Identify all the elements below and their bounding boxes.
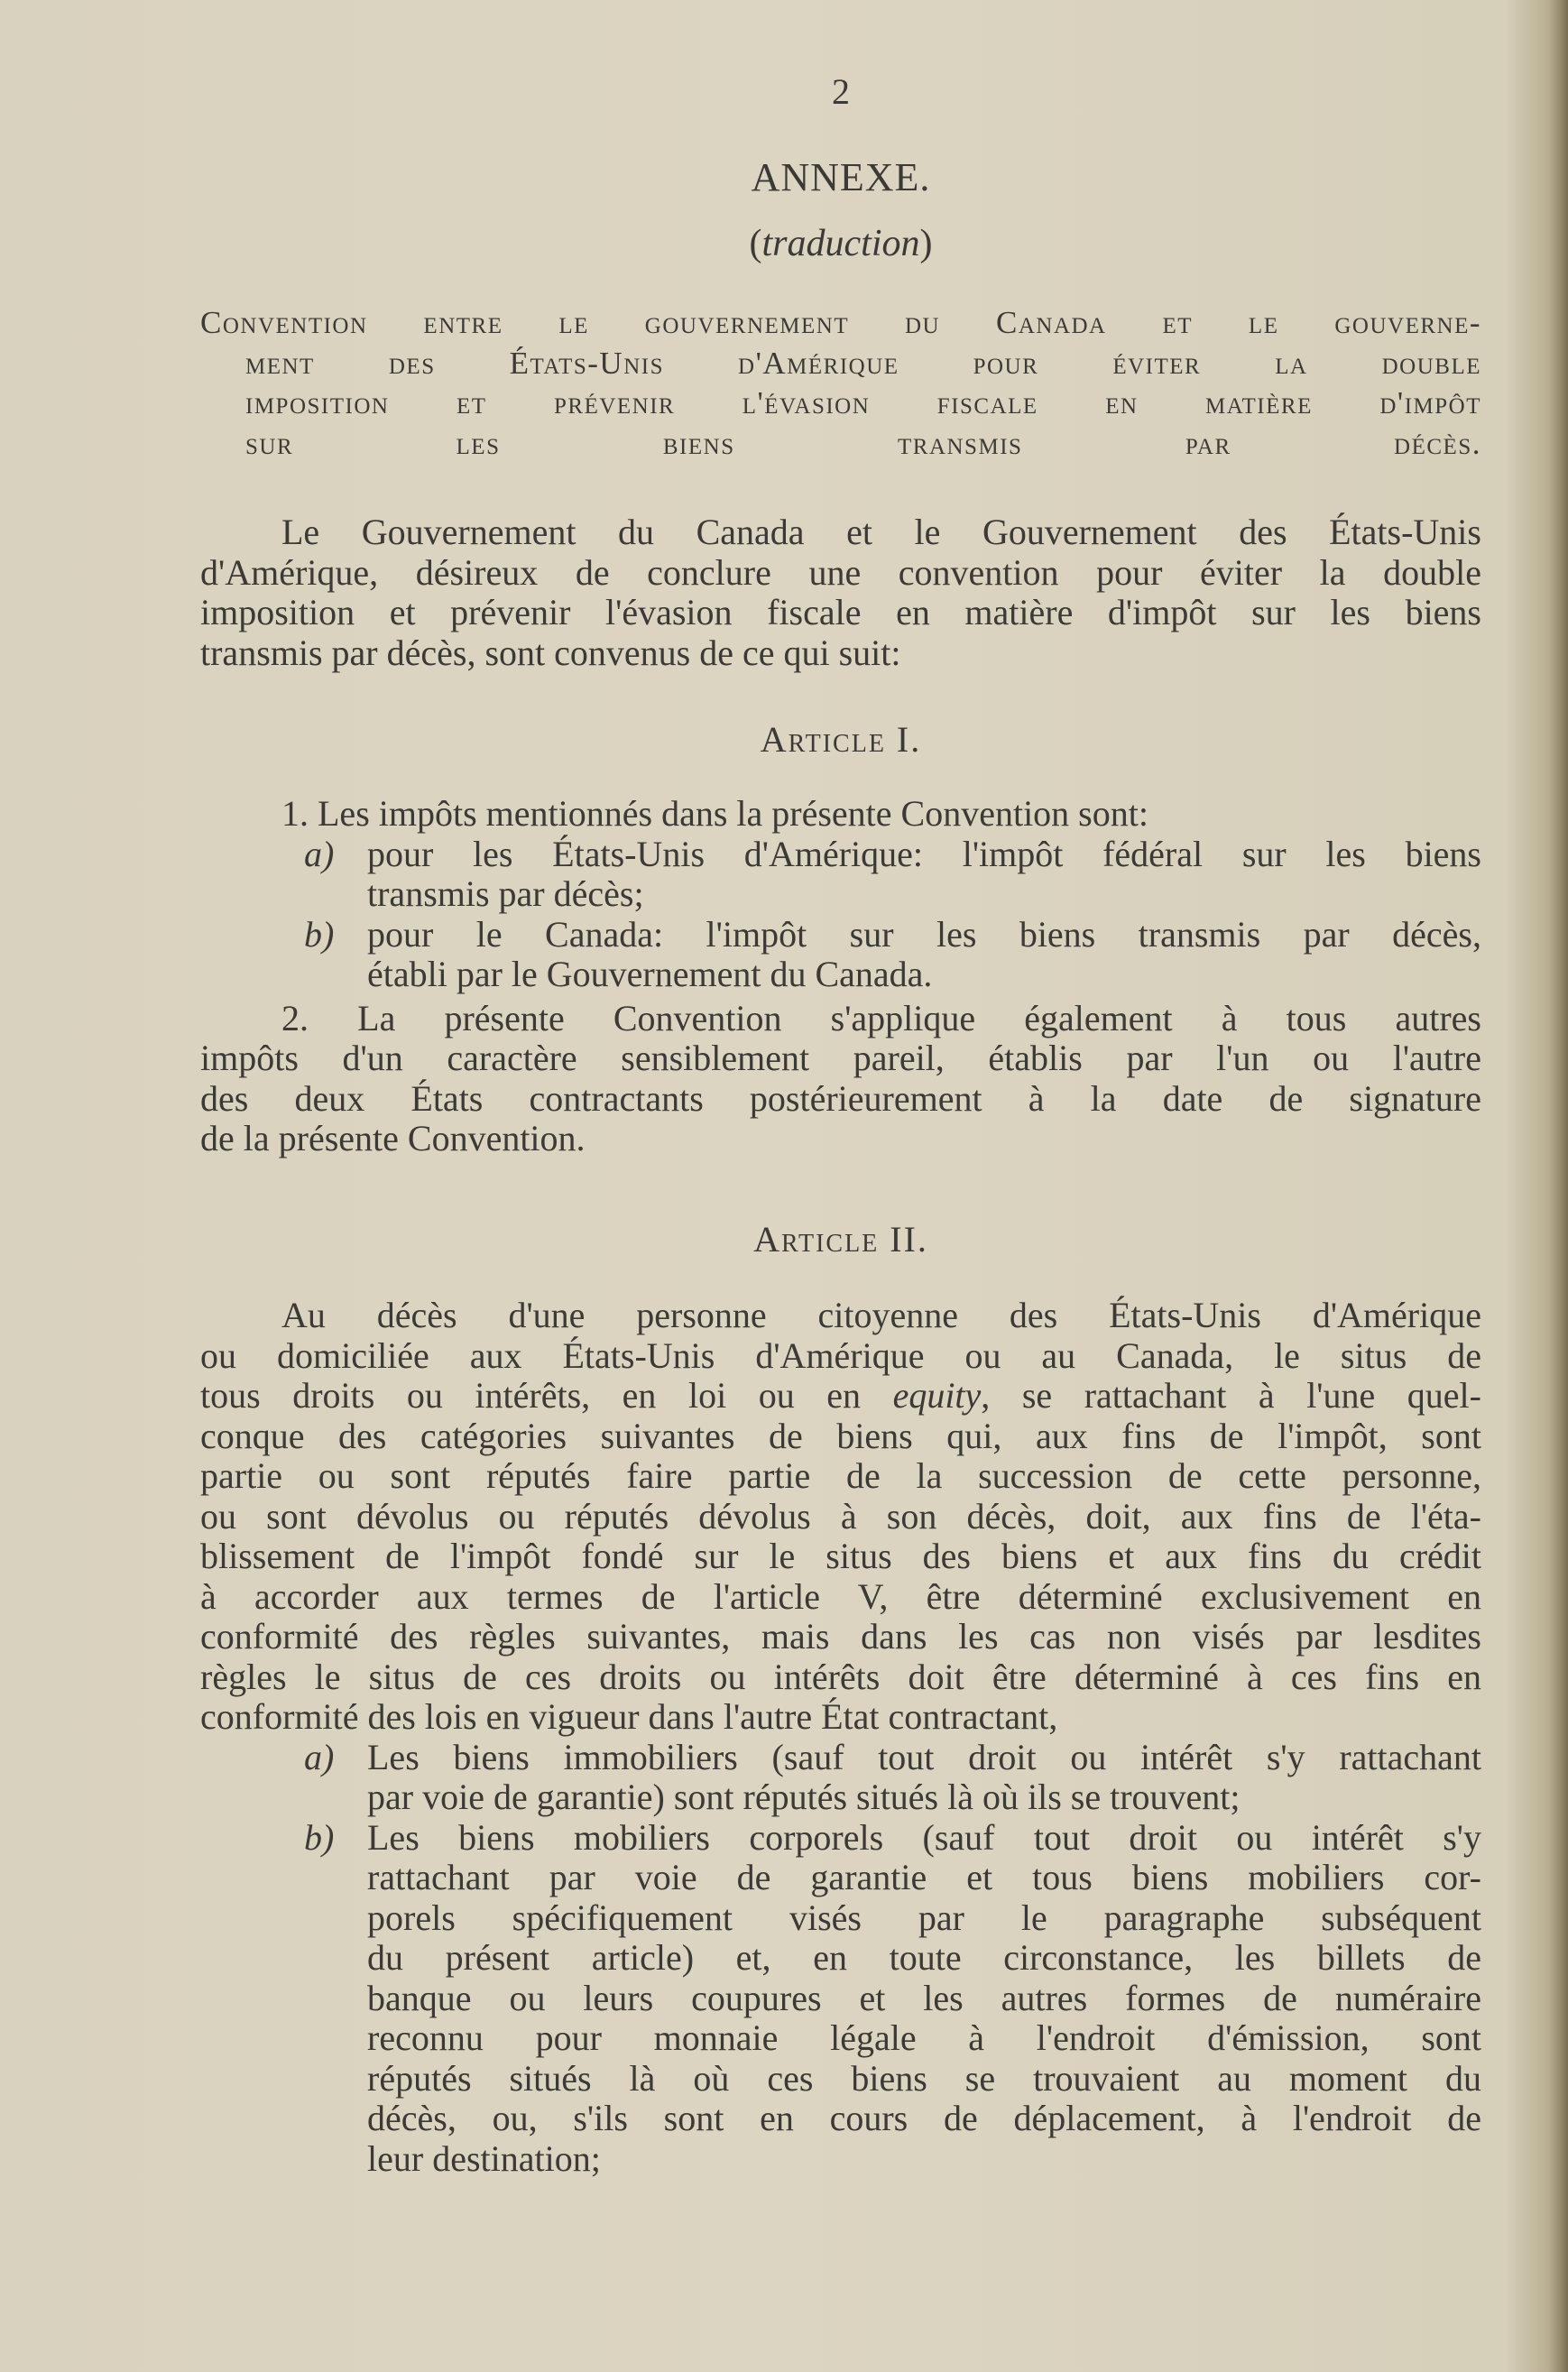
- article-2-line-equity: [200, 1376, 1481, 1417]
- convention-line: Convention entre le gouvernement du Canada et le gouverne-: [200, 305, 1481, 340]
- article-1-body: [200, 794, 1481, 1159]
- item-line: rattachant par voie de garantie et tous biens mobiliers cor-: [367, 1857, 1481, 1897]
- paragraph-line: de la présente Convention.: [200, 1118, 586, 1158]
- traduction-text: traduction: [761, 223, 920, 264]
- text-segment: tous droits ou intérêts, en loi ou en: [200, 1375, 893, 1416]
- article-2-body: [200, 1296, 1481, 2179]
- paragraph-line: 2. La présente Convention s'applique également à tous autres: [281, 997, 1481, 1038]
- article-1-title: Article I.: [760, 719, 922, 760]
- convention-title: [200, 303, 1481, 464]
- article-1-paragraph-1-intro: 1. Les impôts mentionnés dans la présente Convention sont:: [281, 793, 1148, 834]
- article-2-line: à accorder aux termes de l'article V, être déterminé exclusivement en: [200, 1575, 1481, 1617]
- article-1-paragraph-2: [200, 999, 1481, 1159]
- convention-line: imposition et prévenir l'évasion fiscale en matière d'impôt: [245, 385, 1481, 420]
- article-2-line: conformité des règles suivantes, mais dans les cas non visés par lesdites: [200, 1616, 1481, 1657]
- equity-term: equity: [892, 1375, 982, 1416]
- article-2-item-b: [200, 1818, 1481, 2180]
- article-2-line: blissement de l'impôt fondé sur le situs des biens et aux fins du crédit: [200, 1536, 1481, 1576]
- item-line: du présent article) et, en toute circonstance, les billets de: [367, 1937, 1481, 1978]
- item-line: reconnu pour monnaie légale à l'endroit d'émission, sont: [367, 2017, 1481, 2058]
- article-2-line: conque des catégories suivantes de biens qui, aux fins de l'impôt, sont: [200, 1415, 1481, 1456]
- convention-line: ment des États-Unis d'Amérique pour éviter la double: [245, 345, 1481, 381]
- item-line: pour le Canada: l'impôt sur les biens transmis par décès,: [367, 913, 1481, 955]
- item-line: pour les États-Unis d'Amérique: l'impôt fédéral sur les biens: [367, 833, 1481, 874]
- item-label: a): [304, 1736, 335, 1777]
- item-line: transmis par décès;: [367, 873, 644, 914]
- text-segment: , se rattachant à l'une quel-: [981, 1375, 1481, 1416]
- preamble-line: Le Gouvernement du Canada et le Gouvernement des États-Unis: [281, 512, 1481, 552]
- item-line: décès, ou, s'ils sont en cours de déplacement, à l'endroit de: [367, 2098, 1481, 2138]
- preamble-line: imposition et prévenir l'évasion fiscale en matière d'impôt sur les biens: [200, 592, 1481, 632]
- preamble-line: d'Amérique, désireux de conclure une convention pour éviter la double: [200, 551, 1481, 593]
- item-line: établi par le Gouvernement du Canada.: [367, 954, 933, 994]
- article-2-item-a: [200, 1738, 1481, 1818]
- page-edge-shadow: [1548, 0, 1568, 2372]
- article-2-line: conformité des lois en vigueur dans l'autre État contractant,: [200, 1696, 1058, 1737]
- item-label: a): [304, 833, 335, 874]
- article-2-line: règles le situs de ces droits ou intérêts doit être déterminé à ces fins en: [200, 1656, 1481, 1697]
- item-line: Les biens immobiliers (sauf tout droit ou intérêt s'y rattachant: [367, 1736, 1481, 1777]
- item-label: b): [304, 1816, 335, 1858]
- article-2-line: ou sont dévolus ou réputés dévolus à son décès, doit, aux fins de l'éta-: [200, 1495, 1481, 1537]
- preamble-line: transmis par décès, sont convenus de ce qui suit:: [200, 632, 901, 673]
- page-number: 2: [832, 71, 850, 112]
- paragraph-line: impôts d'un caractère sensiblement pareil, établis par l'un ou l'autre: [200, 1038, 1481, 1078]
- paragraph-line: des deux États contractants postérieurement à la date de signature: [200, 1077, 1481, 1119]
- item-line: par voie de garantie) sont réputés situés là où ils se trouvent;: [367, 1777, 1241, 1817]
- article-2-title: Article II.: [753, 1219, 928, 1260]
- item-line: leur destination;: [367, 2137, 601, 2179]
- convention-line: sur les biens transmis par décès.: [245, 425, 1481, 461]
- item-label: b): [304, 913, 335, 955]
- item-line: banque ou leurs coupures et les autres formes de numéraire: [367, 1977, 1481, 2018]
- article-2-line: partie ou sont réputés faire partie de la succession de cette personne,: [200, 1455, 1481, 1496]
- article-1-item-b: [200, 915, 1481, 995]
- traduction-subtitle: (traduction): [749, 223, 933, 264]
- article-2-line: Au décès d'une personne citoyenne des États-Unis d'Amérique: [281, 1295, 1481, 1335]
- annexe-title: ANNEXE.: [751, 155, 931, 199]
- article-2-line: ou domiciliée aux États-Unis d'Amérique ou au Canada, le situs de: [200, 1334, 1481, 1376]
- item-line: porels spécifiquement visés par le paragraphe subséquent: [367, 1897, 1481, 1938]
- item-line: Les biens mobiliers corporels (sauf tout droit ou intérêt s'y: [367, 1816, 1481, 1858]
- item-line: réputés situés là où ces biens se trouvaient au moment du: [367, 2057, 1481, 2099]
- preamble-paragraph: [200, 512, 1481, 673]
- article-1-item-a: [200, 835, 1481, 915]
